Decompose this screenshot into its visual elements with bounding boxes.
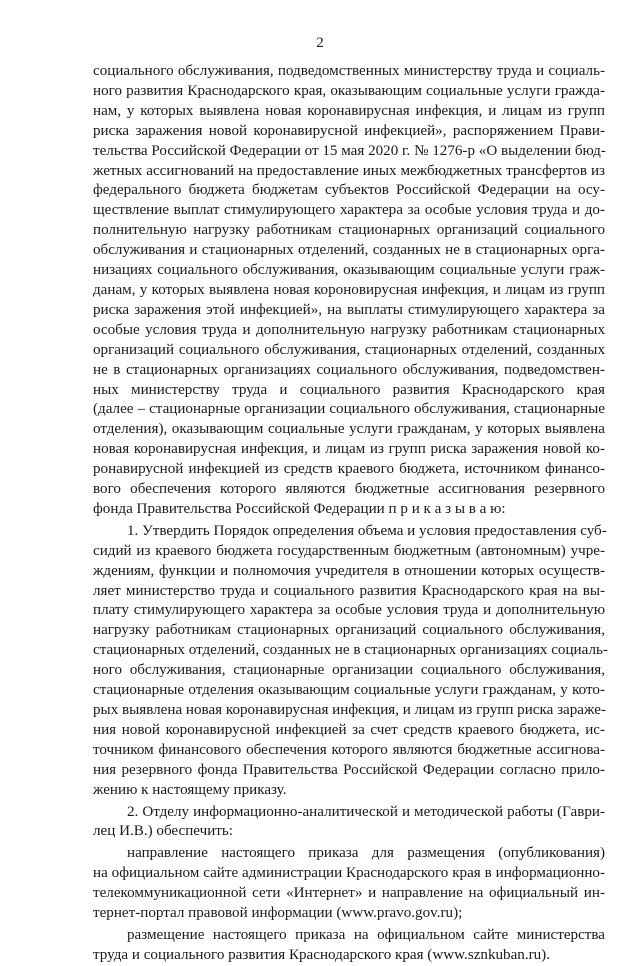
text-line: ния новой коронавирусной инфекцией за счет средств краевого бюджета, ис- — [93, 721, 605, 738]
text-line: ния резервного фонда Правительства Российской Федерации согласно прило- — [93, 761, 605, 778]
page-number: 2 — [316, 35, 324, 51]
text-line: социального обслуживания, подведомственных министерству труда и социаль- — [93, 63, 605, 79]
text-line: новая коронавирусная инфекция, и лицам из групп риска заражения новой ко- — [93, 441, 605, 458]
text-line: жетных ассигнований на предоставление иных межбюджетных трансфертов из — [93, 162, 605, 179]
text-line: плату стимулирующего характера за особые условия труда и дополнительную — [93, 602, 605, 619]
text-line: стационарные отделения оказывающим социальные услуги гражданам, у кото- — [93, 682, 605, 699]
text-line: организаций социального обслуживания, стационарных отделений, созданных — [93, 341, 605, 358]
text-line: низациях социального обслуживания, оказывающим социальные услуги граж- — [93, 262, 605, 279]
order-item-2-subparagraph-2 — [93, 926, 605, 966]
text-line: данам, у которых выявлена новая короновирусная инфекция, и лицам из групп — [93, 281, 605, 298]
text-line: (далее – стационарные организации социального обслуживания, стационарные — [93, 401, 605, 418]
text-line: ронавирусной инфекцией из средств краевого бюджета, источником финансо- — [93, 461, 605, 478]
text-line: федерального бюджета бюджетам субъектов Российской Федерации на осу- — [93, 182, 605, 199]
text-line: 2. Отделу информационно-аналитической и методической работы (Гаври- — [127, 803, 605, 820]
text-line: 1. Утвердить Порядок определения объема и условия предоставления суб- — [127, 522, 607, 539]
text-line: ждениям, функции и полномочия учредителя в отношении которых осуществ- — [93, 562, 605, 579]
text-line: вого обеспечения которого являются бюджетные ассигнования резервного — [93, 481, 605, 498]
text-line: телекоммуникационной сети «Интернет» и направление на официальный ин- — [93, 885, 605, 902]
text-line: фонда Правительства Российской Федерации п р и к а з ы в а ю: — [93, 500, 506, 517]
text-line: риска заражения этой инфекцией», на выплаты стимулирующего характера за — [93, 301, 605, 318]
text-line: лец И.В.) обеспечить: — [93, 823, 233, 840]
order-item-1 — [93, 522, 608, 801]
text-line: ляет министерство труда и социального развития Краснодарского края на вы- — [93, 582, 605, 599]
text-line: полнительную нагрузку работникам стационарных организаций социального — [93, 222, 605, 239]
text-line: нам, у которых выявлена новая коронавирусная инфекция, и лицам из групп — [93, 102, 605, 119]
text-line: на официальном сайте администрации Краснодарского края в информационно- — [93, 865, 605, 882]
text-line: сидий из краевого бюджета государственным бюджетным (автономным) учре- — [93, 542, 605, 559]
text-line: обслуживания и стационарных отделений, созданных не в стационарных орга- — [93, 242, 605, 259]
text-line: особые условия труда и дополнительную нагрузку работникам стационарных — [93, 321, 605, 338]
document-body — [93, 62, 608, 966]
text-line: труда и социального развития Краснодарского края (www.sznkuban.ru). — [93, 946, 550, 963]
text-line: размещение настоящего приказа на официальном сайте министерства — [127, 926, 605, 943]
text-line: направление настоящего приказа для размещения (опубликования) — [127, 845, 605, 862]
text-line: стационарных отделений, созданных не в стационарных организациях социаль- — [93, 642, 608, 659]
text-line: ного обслуживания, стационарные организации социального обслуживания, — [93, 662, 605, 679]
text-line: точником финансового обеспечения которого являются бюджетные ассигнова- — [93, 741, 605, 758]
text-line: не в стационарных организациях социального обслуживания, подведомствен- — [93, 361, 605, 378]
text-line: ного развития Краснодарского края, оказывающим социальные услуги гражда- — [93, 82, 605, 99]
text-line: ществление выплат стимулирующего характера за особые условия труда и до- — [93, 202, 605, 219]
text-line: рых выявлена новая коронавирусная инфекция, и лицам из групп риска зараже- — [93, 702, 606, 718]
preamble-paragraph — [93, 62, 605, 520]
text-line: отделения), оказывающим социальные услуги гражданам, у которых выявлена — [93, 421, 605, 438]
text-line: ных министерству труда и социального развития Краснодарского края — [93, 381, 605, 398]
text-line: тельства Российской Федерации от 15 мая 2020 г. № 1276-р «О выделении бюд- — [93, 142, 606, 159]
order-item-2-subparagraph-1 — [93, 844, 605, 924]
order-item-2 — [93, 803, 605, 843]
text-line: тернет-портал правовой информации (www.pravo.gov.ru); — [93, 905, 463, 922]
text-line: нагрузку работникам стационарных организаций социального обслуживания, — [93, 622, 605, 639]
text-line: жению к настоящему приказу. — [93, 781, 287, 798]
text-line: риска заражения новой коронавирусной инфекцией», распоряжением Прави- — [93, 122, 605, 139]
